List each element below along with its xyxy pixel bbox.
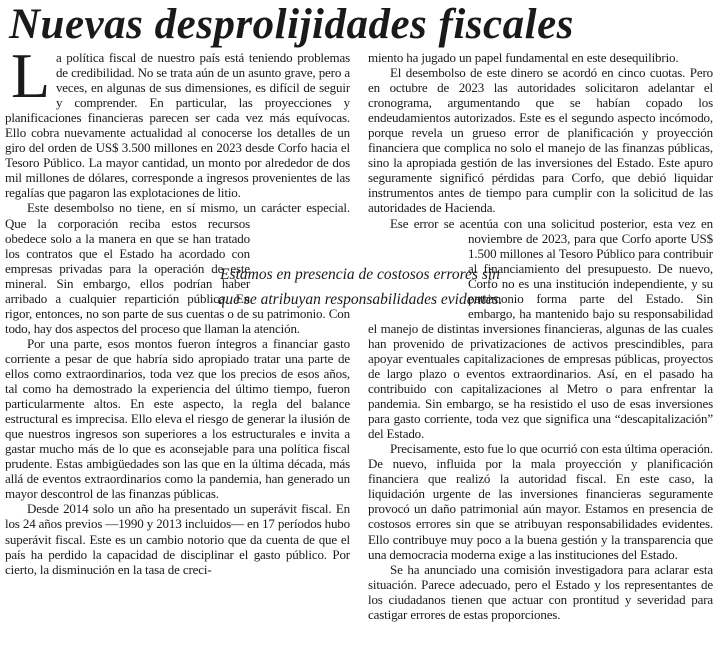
pull-quote <box>208 262 512 312</box>
paragraph-4: Desde 2014 solo un año ha presentado un superávit fiscal. En los 24 años previos —1990 y 2013 incluidos— en 17 períodos hubo superávit fiscal. Este es un cambio notorio que da cuenta de que el país ha perdido la capacidad de disciplinar el gasto público. Por cierto, la disminución en la tasa de creci- <box>5 501 350 577</box>
pull-quote-line-1: Estamos en presencia de costosos errores sin <box>220 266 500 283</box>
left-column <box>5 40 350 577</box>
paragraph-1-text: a política fiscal de nuestro país está teniendo problemas de credibilidad. No se trata aún de un asunto grave, pero a veces, en algunas de sus dimensiones, es difícil de seguir y comprender. En particular, las proyecciones y planificaciones financieras parecen ser cada vez más equívocas. Ello cobra nuevamente actualidad al conocerse los detalles de un giro del orden de US$ 3.500 millones en 2023 desde Corfo hacia el Tesoro Público. La mayor cantidad, un monto por alrededor de dos mil millones de dólares, corresponde a ingresos provenientes de las regalías que pagaron las explotaciones de litio. <box>5 50 350 201</box>
paragraph-3: Por una parte, esos montos fueron íntegros a financiar gasto corriente a pesar de que habría sido apropiado tratar una parte de ellos como extraordinarios, toda vez que los precios de esos años, tal como ha demostrado la experiencia del último tiempo, fueron particularmente altos. En este aspecto, la regla del balance estructural es imprecisa. Ello eleva el riesgo de generar la ilusión de que nuestros ingresos son superiores a los estructurales e invita a gastar mucho más de lo que es aconsejable para una política fiscal prudente. Estas ambigüedades son las que en la última década, más allá de eventos extraordinarios como la pandemia, han generado un mayor descontrol de las finanzas públicas. <box>5 335 350 502</box>
paragraph-7 <box>368 216 713 442</box>
right-column <box>368 50 713 622</box>
paragraph-1 <box>5 40 350 201</box>
paragraph-7-text: Ese error se acentúa con una solicitud posterior, esta vez en noviembre de 2023, para que Corfo aporte US$ 1.500 millones al Tesoro Público para contribuir al financiamiento del presupuesto. De nuevo, Corfo no es una institución independiente, y su patrimonio forma parte del Estado. Sin embargo, ha mantenido bajo su responsabilidad el manejo de distintas inversiones financieras, algunas de las cuales han provenido de privatizaciones de activos prescindibles, para apoyar eventuales capitalizaciones de empresas públicas, proyectos de largo plazo o eventos extraordinarios. Así, en el pasado ha contribuido con capitalizaciones al Metro o para enfrentar la pandemia. Sin embargo, se ha resistido el uso de esas inversiones para gasto corriente, toda vez que significa una “descapitalización” del Estado. <box>368 215 713 442</box>
drop-cap: L <box>11 40 50 111</box>
paragraph-9: Se ha anunciado una comisión investigadora para aclarar esta situación. Parece adecuado, pero el Estado y los representantes de los ciudadanos tienen que actuar con prontitud y severidad para castigar errores de estas proporciones. <box>368 561 713 622</box>
paragraph-2-text: Este desembolso no tiene, en sí mismo, un carácter especial. Que la corporación reciba estos recursos obedece solo a la manera en que se han tratado los contratos que el Estado ha acordado con empresas privadas para la operación de este mineral. Sin embargo, ellos podrían haber arribado a cualquier repartición pública. En rigor, entonces, no son parte de sus cuentas o de su patrimonio. Con todo, hay dos aspectos del proceso que llaman la atención. <box>5 200 350 336</box>
pull-quote-line-2: que se atribuyan responsabilidades evidentes. <box>217 291 503 308</box>
headline: Nuevas desprolijidades fiscales <box>9 1 574 48</box>
paragraph-6: El desembolso de este dinero se acordó en cinco cuotas. Pero en octubre de 2023 las autoridades solicitaron adelantar el cronograma, argumentando que se habían copado los endeudamientos autorizados. Este es el segundo aspecto incómodo, porque revela un grueso error de planificación y proyección financiera que complica no solo el manejo de las finanzas públicas, sino la apropiada gestión de las inversiones del Estado. Este apuro seguramente significó pérdidas para Corfo, que debió liquidar instrumentos antes de tiempo para cumplir con la solicitud de las autoridades de Hacienda. <box>368 65 713 216</box>
paragraph-8: Precisamente, esto fue lo que ocurrió con esta última operación. De nuevo, influida por la mala proyección y planificación financiera que realizó la autoridad fiscal. En este caso, la liquidación urgente de las inversiones financieras seguramente provocó un daño patrimonial aún mayor. Estamos en presencia de costosos errores sin que se atribuyan responsabilidades evidentes. Ello contribuye muy poco a la buena gestión y la transparencia que una democracia moderna exige a las instituciones del Estado. <box>368 441 713 562</box>
paragraph-5: miento ha jugado un papel fundamental en este desequilibrio. <box>368 50 679 65</box>
